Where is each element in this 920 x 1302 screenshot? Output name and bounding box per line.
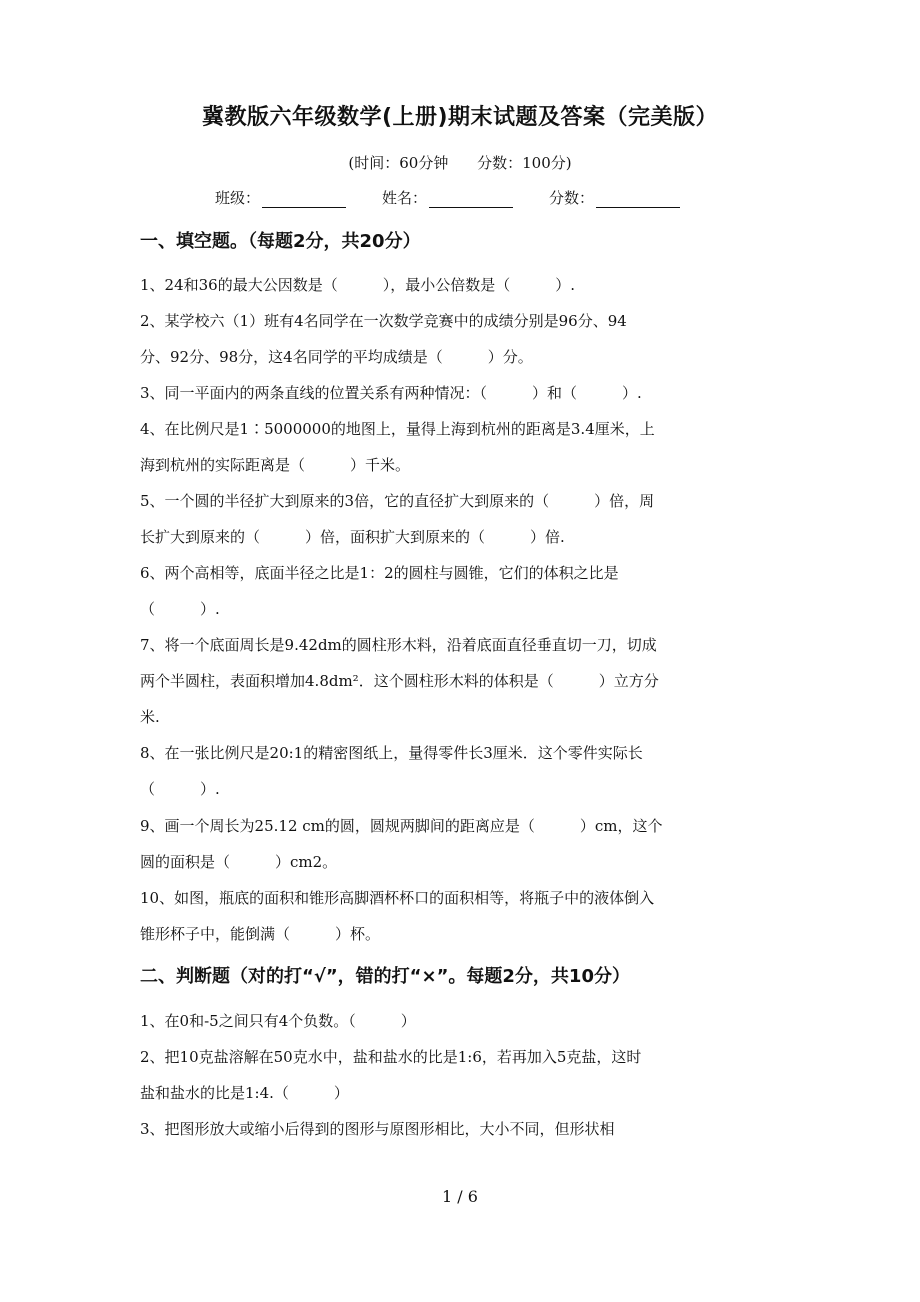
page-indicator: 1 / 6 — [442, 1187, 478, 1206]
document-title: 冀教版六年级数学(上册)期末试题及答案（完美版） — [201, 105, 719, 130]
score-blank — [596, 189, 680, 208]
question-line: 米. — [140, 708, 160, 726]
question-line: 盐和盐水的比是1:4.（ ） — [140, 1084, 349, 1102]
exam-total-score: 分数：100分) — [477, 154, 572, 172]
question-line: 10、如图，瓶底的面积和锥形高脚酒杯杯口的面积相等，将瓶子中的液体倒入 — [140, 889, 655, 907]
class-field — [215, 187, 346, 208]
question-line: （ ）. — [140, 600, 220, 618]
score-label: 分数： — [549, 189, 595, 207]
question-line: 2、某学校六（1）班有4名同学在一次数学竞赛中的成绩分别是96分、94 — [140, 312, 627, 330]
question-line: 3、同一平面内的两条直线的位置关系有两种情况：（ ）和（ ）. — [140, 384, 642, 402]
question-line: 6、两个高相等，底面半径之比是1：2的圆柱与圆锥，它们的体积之比是 — [140, 564, 619, 582]
question-line: 圆的面积是（ ）cm2。 — [140, 853, 338, 871]
exam-time: (时间：60分钟 — [348, 154, 449, 172]
name-blank — [429, 189, 513, 208]
section-heading-fill-in: 一、填空题。（每题2分，共20分） — [140, 231, 421, 252]
question-line: 两个半圆柱，表面积增加4.8dm²．这个圆柱形木料的体积是（ ）立方分 — [140, 672, 659, 690]
question-line: 9、画一个周长为25.12 cm的圆，圆规两脚间的距离应是（ ）cm，这个 — [140, 817, 663, 835]
question-line: 7、将一个底面周长是9.42dm的圆柱形木料，沿着底面直径垂直切一刀，切成 — [140, 636, 657, 654]
question-line: 3、把图形放大或缩小后得到的图形与原图形相比，大小不同，但形状相 — [140, 1120, 615, 1138]
question-line: 2、把10克盐溶解在50克水中，盐和盐水的比是1:6，若再加入5克盐，这时 — [140, 1048, 642, 1066]
question-line: （ ）. — [140, 780, 220, 798]
question-line: 长扩大到原来的（ ）倍，面积扩大到原来的（ ）倍. — [140, 528, 565, 546]
question-line: 4、在比例尺是1∶5000000的地图上，量得上海到杭州的距离是3.4厘米，上 — [140, 420, 655, 438]
question-line: 锥形杯子中，能倒满（ ）杯。 — [140, 925, 381, 943]
question-line: 1、24和36的最大公因数是（ ），最小公倍数是（ ）. — [140, 276, 575, 294]
exam-meta — [0, 152, 920, 173]
name-field — [382, 187, 513, 208]
question-line: 分、92分、98分，这4名同学的平均成绩是（ ）分。 — [140, 348, 533, 366]
question-line: 8、在一张比例尺是20:1的精密图纸上，量得零件长3厘米．这个零件实际长 — [140, 744, 643, 762]
question-line: 1、在0和-5之间只有4个负数。（ ） — [140, 1012, 416, 1030]
question-line: 5、一个圆的半径扩大到原来的3倍，它的直径扩大到原来的（ ）倍，周 — [140, 492, 655, 510]
score-field — [549, 187, 680, 208]
class-label: 班级： — [215, 189, 261, 207]
section-heading-true-false: 二、判断题（对的打“√”，错的打“×”。每题2分，共10分） — [140, 966, 630, 987]
question-line: 海到杭州的实际距离是（ ）千米。 — [140, 456, 411, 474]
name-label: 姓名： — [382, 189, 428, 207]
class-blank — [262, 189, 346, 208]
student-info-row — [215, 187, 716, 208]
